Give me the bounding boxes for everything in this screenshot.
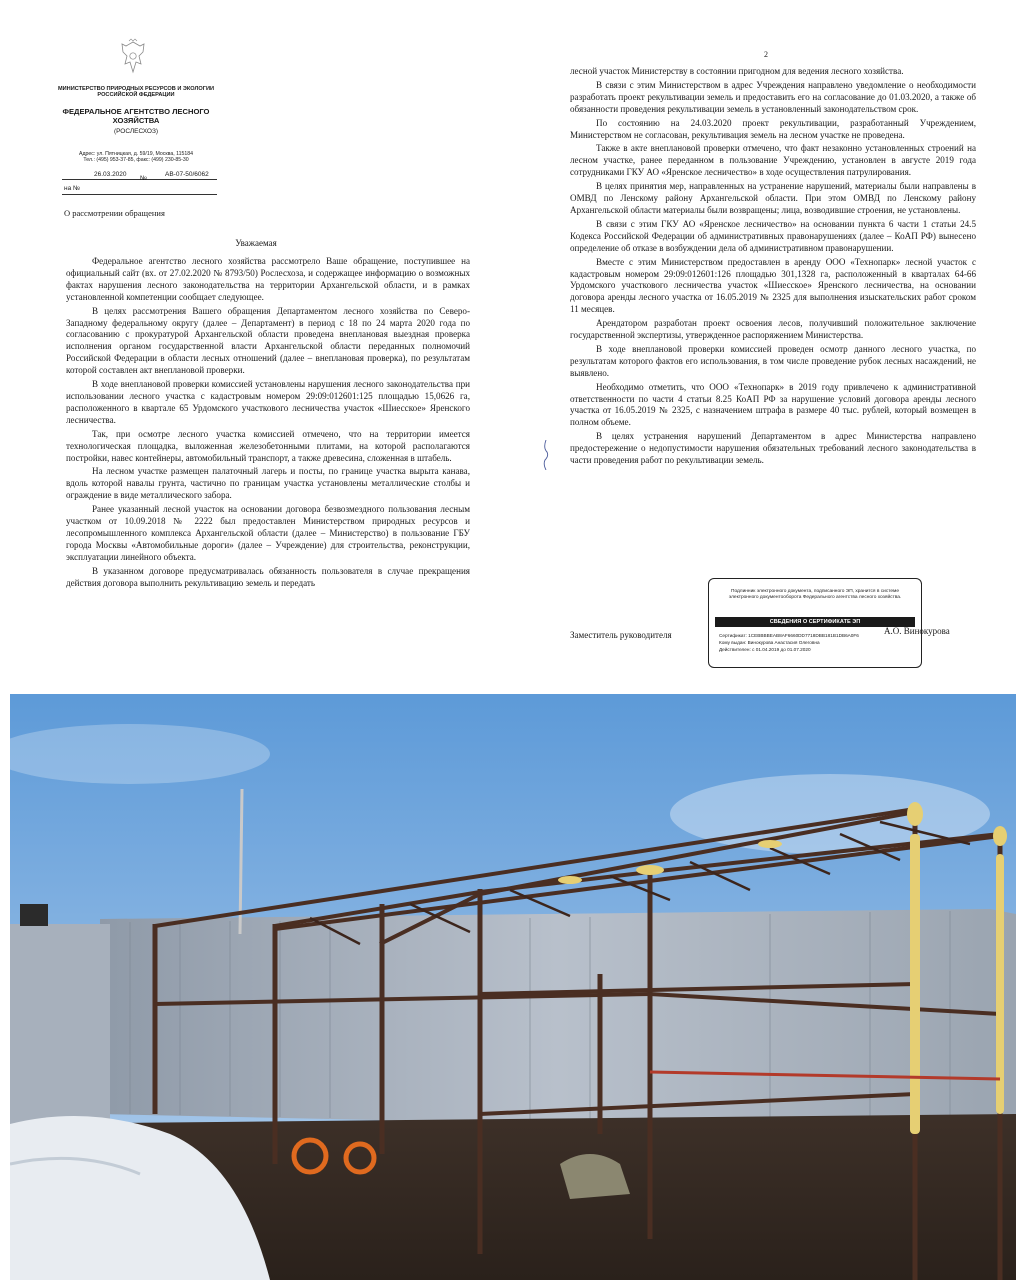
paragraph: Так, при осмотре лесного участка комиссией отмечено, что на территории имеется технологическая площадка, выложенная железобетонными плитами, на которой располагаются постройки, навес контейнеры, автомобильный транспорт, а также древесина, сложенная в штабель. [66,428,470,463]
stamp-note: Подлинник электронного документа, подписанного ЭП, хранится в системе электронного документооборота Федерального агентства лесного хозяйства. [728,589,902,600]
paragraph: В связи с этим Министерством в адрес Учреждения направлено уведомление о необходимости разработать проект рекультивации земель и предоставить его на согласование до 01.03.2020, а также об обязанности проведения рекультивации земель в установленный законодательством срок. [570,79,976,114]
registration-block [62,170,227,198]
stamp-certificate: Сертификат: 1CEBBBBEAB8AF6660DD7718DBB181B1DB6A0F6 [719,633,859,638]
agency-abbreviation: (РОСЛЕСХОЗ) [113,128,159,135]
letter-number: АВ-07-50/6062 [165,171,209,178]
paragraph: На лесном участке размещен палаточный лагерь и посты, по границе участка вырыта канава, вдоль которой навалы грунта, частично по границам участка установлены металлические столбы и ограждение в виде металлического забора. [66,466,470,501]
page-number: 2 [764,50,768,59]
phone-line: Тел.: (495) 953-37-85, факс: (499) 230-85-30 [83,156,189,163]
pen-mark-icon [542,440,550,470]
left-shed [10,924,110,1144]
paragraph: Федеральное агентство лесного хозяйства рассмотрело Ваше обращение, поступившее на официальный сайт (вх. от 27.02.2020 № 8793/50) Рослесхоза, и содержащее информацию о возможных фактах нарушения лесного законодательства на территории Архангельской области, и в рамках установленной компетенции сообщает следующее. [66,256,470,302]
paragraph: В целях рассмотрения Вашего обращения Департаментом лесного хозяйства по Северо-Западному федеральному округу (далее – Департамент) в период с 18 по 24 марта 2020 года по согласованию с прокуратурой Архангельской области проведена внеплановая выездная проверка исполнения органом государственной власти Архангельской области переданных полномочий Российской Федерации в области лесных отношений (далее – внеплановая проверка), по результатам которой составлен акт внеплановой проверки. [66,305,470,376]
paragraph: В целях устранения нарушений Департаментом в адрес Министерства направлено предостережение о недопустимости нарушения обязательных требований лесного законодательства в части проведения работ по рекультивации земель. [570,431,976,466]
signer-name: А.О. Винокурова [884,626,950,636]
metal-frame-construction-photo [10,694,1016,1280]
paragraph: Ранее указанный лесной участок на основании договора безвозмездного пользования лесным участком от 10.09.2018 № 2222 был предоставлен Министерством природных ресурсов и лесопромышленного комплекса Архангельской области (далее – Министерство) в пользование ГБУ города Москвы «Автомобильные дороги» (далее – Учреждение) для строительства, реконструкции, эксплуатации линейного объекта. [66,504,470,562]
paragraph: Арендатором разработан проект освоения лесов, получивший положительное заключение государственной экспертизы, утвержденное распоряжением Министерства. [570,318,976,341]
signer-title: Заместитель руководителя [570,630,672,640]
letter-date: 26.03.2020 [94,171,127,178]
ref-line [62,185,217,195]
stamp-header: СВЕДЕНИЯ О СЕРТИФИКАТЕ ЭП [715,617,915,627]
coat-of-arms-icon [118,38,148,78]
chimney [20,904,48,926]
paragraph: В связи с этим ГКУ АО «Яренское лесничество» на основании пункта 6 части 1 статьи 24.5 Кодекса Российской Федерации об административных правонарушениях (далее – КоАП РФ) вынесено определение об отказе в возбуждении дела об административном правонарушении. [570,218,976,253]
letter-page-1 [0,0,512,690]
page2-body [570,66,976,469]
letter-subject: О рассмотрении обращения [64,208,165,218]
paragraph: В ходе внеплановой проверки комиссией проведен осмотр данного лесного участка, по результатам которого фактов его использования, в том числе проведение рубок лесных насаждений, не выявлено. [570,343,976,378]
paragraph: По состоянию на 24.03.2020 проект рекультивации, разработанный Учреждением, Министерством не согласован, рекультивация земель на лесном участке не проведена. [570,117,976,140]
greeting: Уважаемая [235,238,277,248]
letter-page-2 [512,0,1024,690]
e-signature-stamp [708,578,922,668]
site-photo [10,694,1016,1280]
paragraph-continuation: лесной участок Министерству в состоянии пригодном для ведения лесного хозяйства. [570,66,904,76]
number-sign: № [140,175,147,182]
paragraph: Также в акте внеплановой проверки отмечено, что факт незаконно установленных строений на лесном участке, ранее переданном в пользование Учреждению, установлен в августе 2019 года сотрудниками ГКУ АО «Яренское лесничество» в ходе осуществления патрулирования. [570,143,976,178]
paragraph: В ходе внеплановой проверки комиссией установлены нарушения лесного законодательства при использовании лесного участка с кадастровым номером 29:09:012601:125 площадью 15,0626 га, расположенного в квартале 65 Урдомского участкового лесничества участок «Шиесское» Яренского лесничества. [66,379,470,425]
on-number-label: на № [64,185,80,192]
stamp-owner: Кому выдан: Винокурова Анастасия Олеговна [719,640,820,645]
agency-address [56,152,216,164]
page1-body [66,256,470,591]
paragraph: В целях принятия мер, направленных на устранение нарушений, материалы были направлены в ОМВД по Ленскому району Архангельской области. При этом ОМВД по Ленскому району Архангельской области материалы были возвращены; лица, возводившие строения, не установлены. [570,181,976,215]
corrugated-fence [100,909,1016,1134]
ministry-name: МИНИСТЕРСТВО ПРИРОДНЫХ РЕСУРСОВ И ЭКОЛОГИИ РОССИЙСКОЙ ФЕДЕРАЦИИ [57,86,214,99]
paragraph: Необходимо отметить, что ООО «Технопарк» в 2019 году привлечено к административной ответственности по части 4 статьи 8.25 КоАП РФ за нарушение условий договора аренды лесного участка от 16.05.2019 № 2325, с назначением штрафа в размере 40 тыс. рублей, который возмещен в полном объеме. [570,381,976,428]
address-line: Адрес: ул. Пятницкая, д. 59/19, Москва, 115184 [78,151,194,157]
agency-name: ФЕДЕРАЛЬНОЕ АГЕНТСТВО ЛЕСНОГО ХОЗЯЙСТВА [62,107,210,125]
paragraph: В указанном договоре предусматривалась обязанность пользователя в случае прекращения действия договора выполнить рекультивацию земель и передать [66,565,470,588]
stamp-validity: Действителен: с 01.04.2019 до 01.07.2020 [719,647,811,652]
paragraph: Вместе с этим Министерством предоставлен в аренду ООО «Технопарк» лесной участок с кадастровым номером 29:09:012601:126 площадью 301,1328 га, расположенный в кварталах 64-66 Урдомского участкового лесничества участок «Шиесское» Яренского лесничества, на основании договора аренды лесного участка от 16.05.2019 № 2325 для выполнения изыскательских работ сроком 11 месяцев. [570,256,976,315]
